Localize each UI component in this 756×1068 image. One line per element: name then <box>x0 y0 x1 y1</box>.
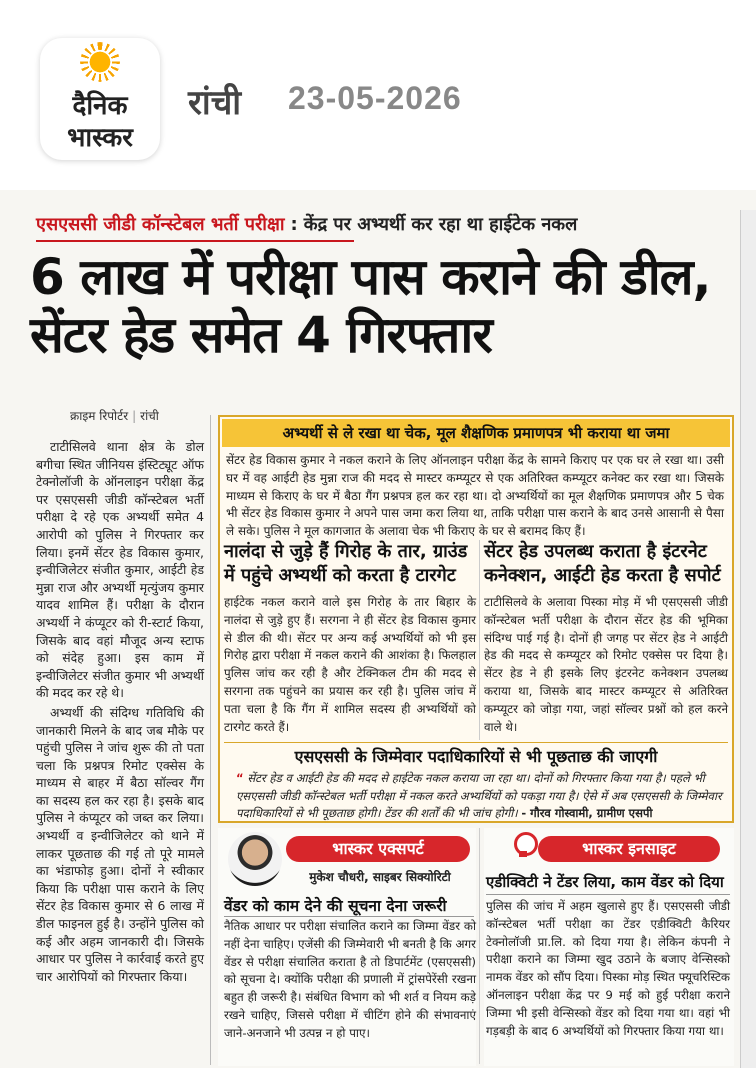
box-intro-text: सेंटर हेड विकास कुमार ने नकल कराने के लिए ऑनलाइन परीक्षा केंद्र के सामने किराए पर एक घर ले रखा था। उसी घर में वह आईटी हेड मुन्ना राज की मदद से मास्टर कम्प्यूटर से एक अतिरिक्त कम्प्यूटर कनेक्ट कर रखा था। जिसके माध्यम से किराए के घर में बैठा गैंग प्रश्नपत्र हल कर रहा था। दो अभ्यर्थियों का मूल शैक्षणिक प्रमाणपत्र और 5 चेक भी सेंटर हेड विकास कुमार ने अपने पास जमा करा लिया था, ताकि परीक्षा पास कराने के बाद उनसे आसानी से पैसा ले सके। पुलिस ने मूल कागजात के अलावा चेक भी किराए के घर से बरामद किए हैं। <box>226 453 724 539</box>
article-body-left <box>36 438 204 987</box>
dainik-bhaskar-logo[interactable] <box>40 38 160 160</box>
subhead-nalanda: नालंदा से जुड़े हैं गिरोह के तार, ग्राउंड में पहुंचे अभ्यर्थी को करता है टारगेट <box>224 541 468 586</box>
box-banner: अभ्यर्थी से ले रखा था चेक, मूल शैक्षणिक प्रमाणपत्र भी कराया था जमा <box>222 419 730 447</box>
bulb-icon <box>512 832 534 858</box>
expert-name: मुकेश चौधरी, साइबर सिक्योरिटी <box>309 870 451 884</box>
edition-date: 23-05-2026 <box>288 80 462 116</box>
logo-text-line1: दैनिक <box>72 91 128 121</box>
official-quote <box>236 770 726 823</box>
subhead-internet-text: टाटीसिलवे के अलावा पिस्का मोड़ में भी एसएससी जीडी कॉन्स्टेबल भर्ती परीक्षा के दौरान सेंटर हेड की भूमिका संदिग्ध पाई गई है। दोनों ही जगह पर सेंटर हेड ने आईटी हेड की मदद से कम्प्यूटर को रिमोट एक्सेस पर दिया है। सेंटर हेड ने ही इसके लिए इंटरनेट कनेक्शन उपलब्ध कराया था, जिसके बाद मास्टर कम्प्यूटर से अतिरिक्त कम्प्यूटर को जोड़ा गया, जहां सॉल्वर प्रश्नों को हल करने वाले थे। <box>484 595 728 734</box>
logo-text-line2: भास्कर <box>67 123 133 153</box>
kicker-separator: : <box>290 214 298 235</box>
kicker-underline <box>36 240 354 242</box>
app-header <box>0 0 756 190</box>
article-headline: 6 लाख में परीक्षा पास कराने की डील, सेंटर हेड समेत 4 गिरफ्तार <box>30 248 711 364</box>
bottom-column-divider <box>479 828 480 1064</box>
byline-author: क्राइम रिपोर्टर <box>70 409 129 423</box>
quote-attribution: - गौरव गोस्वामी, ग्रामीण एसपी <box>521 806 653 821</box>
expert-divider <box>224 916 474 917</box>
insight-text: पुलिस की जांच में अहम खुलासे हुए हैं। एसएससी जीडी कॉन्स्टेबल भर्ती परीक्षा का टेंडर एडीक्विटी कैरियर टेक्नोलॉजी प्रा.लि. को दिया गया है। लेकिन कंपनी ने परीक्षा कराने का जिम्मा खुद उठाने के बजाए वेन्सिस्को नामक वेंडर को सौंप दिया। पिस्का मोड़ स्थित फ्यूचरिस्टिक ऑनलाइन परीक्षा केंद्र पर 9 मई को हुई परीक्षा कराने जिम्मा भी इसी वेन्सिस्को वेंडर को दिया गया था। वहां भी गड़बड़ी के बाद 6 अभ्यर्थियों को गिरफ्तार किया गया था। <box>486 899 730 1038</box>
subhead-ssc: एसएससी के जिम्मेवार पदाधिकारियों से भी पूछताछ की जाएगी <box>294 747 658 766</box>
edition-city: रांची <box>188 83 242 123</box>
byline-city: रांची <box>140 409 159 423</box>
article-kicker <box>36 212 577 236</box>
subhead-nalanda-text: हाईटेक नकल कराने वाले इस गिरोह के तार बिहार के नालंदा से जुड़े हुए हैं। सरगना ने ही सेंटर हेड विकास कुमार से डील की थी। सेंटर पर अन्य कई अभ्यर्थियों को भी इस गिरोह द्वारा परीक्षा में नकल कराने की आशंका है। फिलहाल पुलिस जांच कर रही है और टेक्निकल टीम की मदद से सरगना तक पहुंचने का प्रयास कर रही है। पुलिस जांच में पता चला है कि गैंग में शामिल सदस्य ही अभ्यर्थियों को टारगेट करते हैं। <box>224 595 476 734</box>
column-divider <box>210 415 211 1065</box>
body-paragraph: अभ्यर्थी की संदिग्ध गतिविधि की जानकारी मिलने के बाद जब मौके पर पहुंची पुलिस ने जांच शुरू की तो पता चला कि प्रश्नपत्र रिमोट एक्सेस के माध्यम से बाहर में बैठा सॉल्वर गैंग का सदस्य हल कर रहा है। इसके बाद पुलिस ने कंप्यूटर को जब्त कर लिया। अभ्यर्थी व इन्वीजिलेटर को थाने में लाकर पूछताछ की गई तो पूरे मामले का भंडाफोड़ हुआ। दोनों ने स्वीकार किया कि परीक्षा पास कराने के लिए सेंटर हेड विकास कुमार से 6 लाख में डील फाइनल हुई है। उन्होंने पुलिस को कई और अहम जानकारी दी। जिसके आधार पर पुलिस ने कार्रवाई करते हुए चार आरोपियों को गिरफ्तार किया। <box>36 704 204 984</box>
box-column-divider <box>479 540 480 740</box>
expert-label: भास्कर एक्सपर्ट <box>286 836 470 862</box>
byline-separator: | <box>132 409 137 423</box>
adjacent-page-edge <box>740 210 756 1068</box>
insight-title: एडीक्विटी ने टेंडर लिया, काम वेंडर को दिया <box>486 873 724 891</box>
quote-text: सेंटर हेड व आईटी हेड की मदद से हाईटेक नकल कराया जा रहा था। दोनों को गिरफ्तार किया गया है। पहले भी एसएससी जीडी कॉन्स्टेबल भर्ती परीक्षा में नकल करते अभ्यर्थियों को पकड़ा गया है। ऐसे में अब एसएससी के जिम्मेवार पदाधिकारियों से भी पूछताछ होगी। टेंडर की शर्तों की भी जांच होगी। <box>236 771 722 821</box>
body-paragraph: टाटीसिलवे थाना क्षेत्र के डोल बगीचा स्थित जीनियस इंस्टिट्यूट ऑफ टेक्नोलॉजी के ऑनलाइन परीक्षा केंद्र पर एसएससी जीडी कॉन्स्टेबल भर्ती परीक्षा दे रहे एक अभ्यर्थी समेत 4 आरोपी को पुलिस ने गिरफ्तार कर लिया। इनमें सेंटर हेड विकास कुमार, इन्वीजिलेटर संजीत कुमार, आईटी हेड मुन्ना राज और अभ्यर्थी मृत्युंजय कुमार यादव शामिल हैं। परीक्षा के दौरान अभ्यर्थी ने कंप्यूटर को री-स्टार्ट किया, जिसके बाद वहां मौजूद अन्य स्टाफ को संदेह हुआ। इस काम में इन्वीजिलेटर संजीत कुमार भी अभ्यर्थी की मदद कर रहे थे। <box>36 439 204 701</box>
expert-text: नैतिक आधार पर परीक्षा संचालित कराने का जिम्मा वेंडर को नहीं देना चाहिए। एजेंसी की जिम्मेवारी भी बनती है कि अगर वेंडर से परीक्षा संचालित कराता है तो डिपार्टमेंट (एसएससी) को सूचना दे। क्योंकि परीक्षा की प्रणाली में ट्रांसपेरेंसी रखना बहुत ही जरूरी है। संबंधित विभाग को भी शर्त व नियम कड़े रखने चाहिए, जिससे परीक्षा में चीटिंग होने की संभावनाएं जाने-अनजाने भी उत्पन्न न हो पाए। <box>224 919 476 1040</box>
insight-divider <box>486 894 730 895</box>
subhead-internet: सेंटर हेड उपलब्ध कराता है इंटरनेट कनेक्शन, आईटी हेड करता है सपोर्ट <box>484 541 721 586</box>
sun-icon <box>84 46 116 78</box>
kicker-subtitle: केंद्र पर अभ्यर्थी कर रहा था हाईटेक नकल <box>303 214 578 235</box>
insight-label: भास्कर इनसाइट <box>538 836 720 862</box>
expert-title: वेंडर को काम देने की सूचना देना जरूरी <box>224 897 447 915</box>
box-divider <box>224 742 728 743</box>
byline <box>70 407 159 424</box>
kicker-topic: एसएससी जीडी कॉन्स्टेबल भर्ती परीक्षा <box>36 214 285 235</box>
expert-avatar <box>228 832 282 886</box>
quote-mark-icon: “ <box>236 771 244 785</box>
